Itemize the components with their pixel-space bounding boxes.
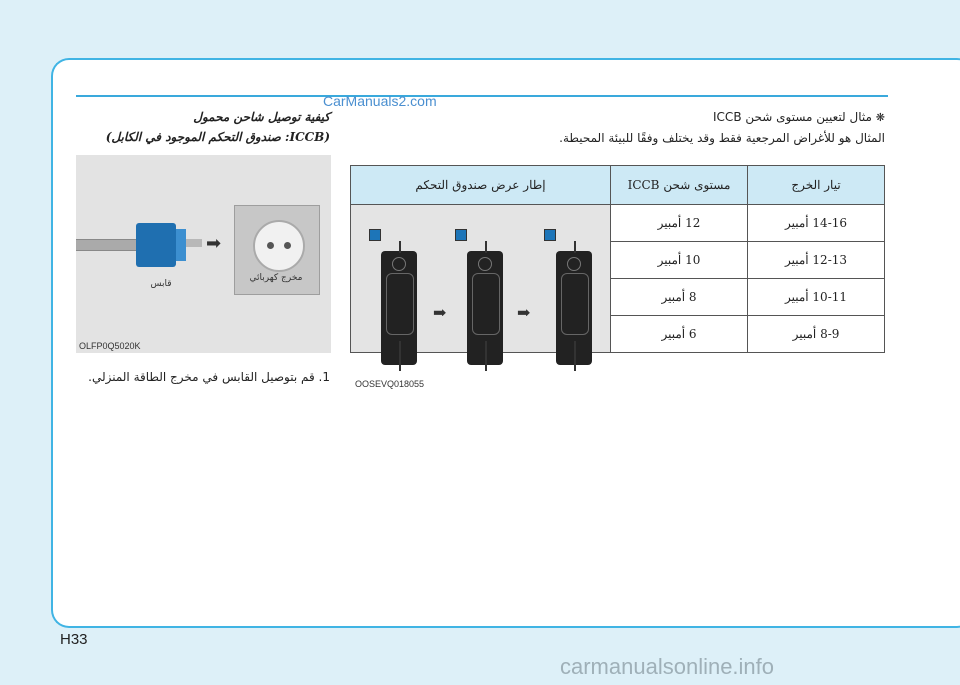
cable-segment bbox=[485, 241, 487, 253]
device-display bbox=[472, 273, 500, 335]
iccb-level-cell: 6 أمبير bbox=[611, 316, 748, 353]
output-current-cell: 10-11 أمبير bbox=[748, 279, 885, 316]
power-icon bbox=[478, 257, 492, 271]
header-control-box-display: إطار عرض صندوق التحكم bbox=[351, 166, 611, 205]
snowflake-icon: ❋ bbox=[875, 111, 885, 124]
arrow-right-icon: ➡ bbox=[517, 303, 531, 322]
control-box-device bbox=[467, 251, 503, 365]
output-current-cell: 8-9 أمبير bbox=[748, 316, 885, 353]
control-box-device bbox=[556, 251, 592, 365]
outlet-label: مخرج كهربائي bbox=[249, 273, 303, 283]
power-icon bbox=[392, 257, 406, 271]
header-output-current: تيار الخرج bbox=[748, 166, 885, 205]
led-indicator bbox=[544, 229, 556, 241]
note-title-text: مثال لتعيين مستوى شحن ICCB bbox=[713, 110, 872, 124]
control-box-device bbox=[381, 251, 417, 365]
note-text: المثال هو للأغراض المرجعية فقط وقد يختلف وفقًا للبيئة المحيطة. bbox=[559, 131, 885, 145]
header-rule bbox=[76, 95, 888, 97]
watermark-bottom: carmanualsonline.info bbox=[560, 654, 775, 679]
iccb-table bbox=[350, 165, 885, 389]
plug-pin bbox=[186, 239, 202, 247]
table-header-row bbox=[351, 166, 885, 205]
page-number: H33 bbox=[60, 631, 88, 648]
header-iccb-level: مستوى شحن ICCB bbox=[611, 166, 748, 205]
cable-segment bbox=[574, 241, 576, 253]
section-title: كيفية توصيل شاحن محمول bbox=[193, 110, 330, 124]
iccb-level-cell: 10 أمبير bbox=[611, 242, 748, 279]
plug-ring bbox=[176, 229, 186, 261]
cable-segment bbox=[399, 341, 401, 371]
power-icon bbox=[567, 257, 581, 271]
outlet-socket bbox=[253, 220, 305, 272]
control-box-image bbox=[351, 205, 611, 389]
plug-label: قابس bbox=[150, 279, 172, 289]
plug-outlet-figure bbox=[76, 155, 331, 353]
device-display bbox=[561, 273, 589, 335]
figure-code: OLFP0Q5020K bbox=[79, 341, 141, 351]
led-indicator bbox=[455, 229, 467, 241]
iccb-level-cell: 8 أمبير bbox=[611, 279, 748, 316]
device-display bbox=[386, 273, 414, 335]
led-indicator bbox=[369, 229, 381, 241]
table-row bbox=[351, 205, 885, 242]
watermark-top: CarManuals2.com bbox=[323, 93, 437, 109]
output-current-cell: 12-13 أمبير bbox=[748, 242, 885, 279]
note-title bbox=[480, 110, 885, 124]
cable-segment bbox=[485, 341, 487, 371]
arrow-right-icon: ➡ bbox=[433, 303, 447, 322]
output-current-cell: 14-16 أمبير bbox=[748, 205, 885, 242]
socket-hole bbox=[284, 242, 291, 249]
iccb-level-cell: 12 أمبير bbox=[611, 205, 748, 242]
plug-body bbox=[136, 223, 176, 267]
section-subtitle: (ICCB: صندوق التحكم الموجود في الكابل) bbox=[105, 130, 330, 144]
socket-hole bbox=[267, 242, 274, 249]
cable-segment bbox=[399, 241, 401, 253]
cable-segment bbox=[574, 341, 576, 371]
image-code: OOSEVQ018055 bbox=[355, 379, 425, 389]
arrow-right-icon: ➡ bbox=[206, 233, 222, 254]
step-caption: 1. قم بتوصيل القابس في مخرج الطاقة المنزلي. bbox=[88, 370, 330, 384]
